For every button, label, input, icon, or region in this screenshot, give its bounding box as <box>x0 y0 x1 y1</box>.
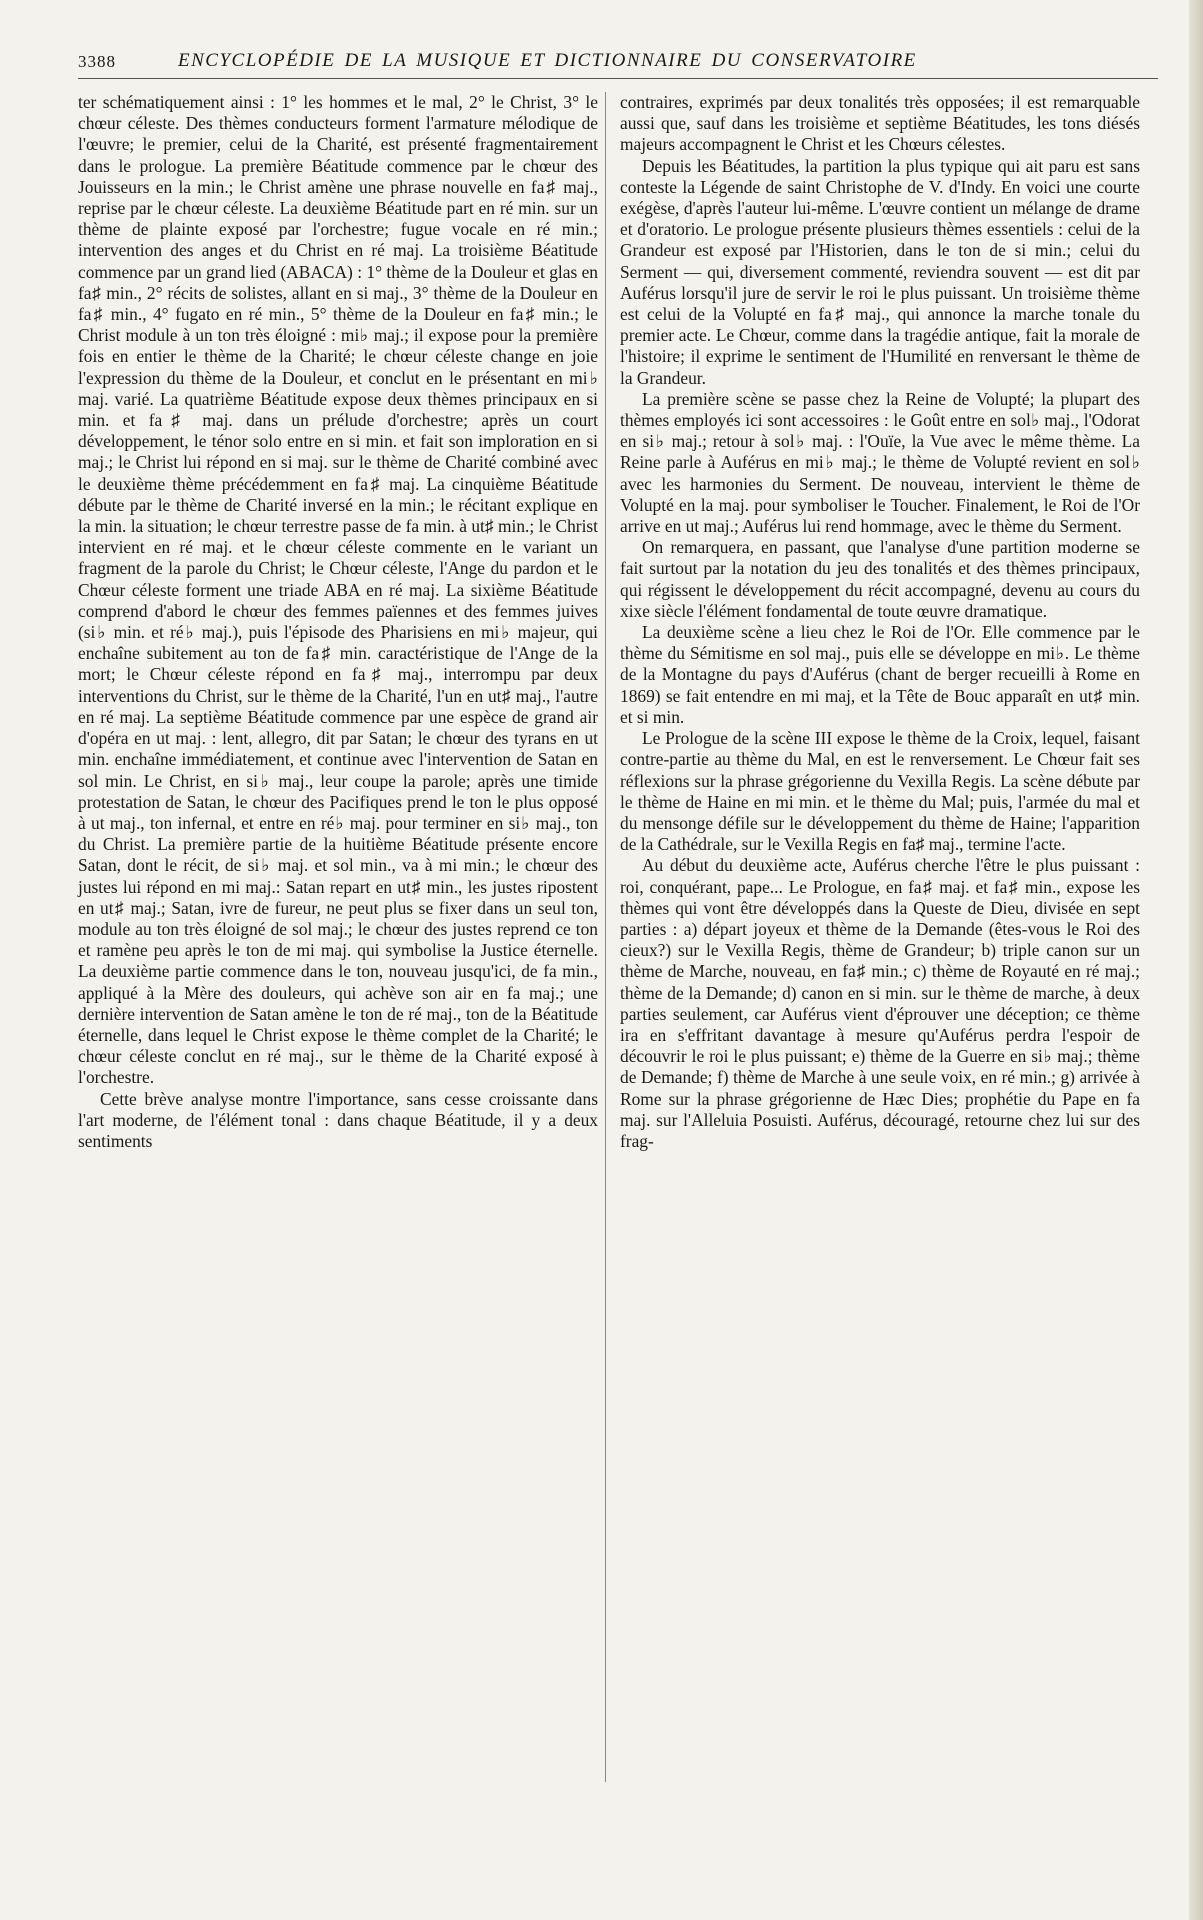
column-divider <box>605 92 606 1782</box>
paragraph: On remarquera, en passant, que l'analyse d'une partition moderne se fait surtout par la notation du jeu des tonalités et des thèmes principaux, qui régissent le développement du récit accompagné, devenu au cours du xixe siècle l'élément fondamental de toute œuvre dramatique. <box>620 537 1140 621</box>
scan-edge <box>1189 0 1203 1920</box>
paragraph: ter schématiquement ainsi : 1° les hommes et le mal, 2° le Christ, 3° le chœur céleste. Des thèmes conducteurs forment l'armature mélodique de l'œuvre; le premier, celui de la Charité, est présenté fragmentairement dans le prologue. La première Béatitude commence par le chœur des Jouisseurs en la min.; le Christ amène une phrase nouvelle en fa♯ maj., reprise par le chœur céleste. La deuxième Béatitude part en ré min. sur un thème de plainte exposé par l'orchestre; fugue vocale en ré min.; intervention des anges et du Christ en ré maj. La troisième Béatitude commence par un grand lied (ABACA) : 1° thème de la Douleur et glas en fa♯ min., 2° récits de solistes, allant en si maj., 3° thème de la Douleur en fa♯ min., 4° fugato en ré min., 5° thème de la Douleur en fa♯ min.; le Christ module à un ton très éloigné : mi♭ maj.; il expose pour la première fois en entier le thème de la Charité; le chœur céleste change en joie l'expression du thème de la Douleur, et conclut en le présentant en mi♭ maj. varié. La quatrième Béatitude expose deux thèmes principaux en si min. et fa♯ maj. dans un prélude d'orchestre; après un court développement, le ténor solo entre en si min. et fait son imploration en si maj.; le Christ lui répond en si maj. sur le thème de Charité combiné avec le deuxième thème précédemment en fa♯ maj. La cinquième Béatitude débute par le thème de Charité inversé en la min.; le récitant explique en la min. la situation; le chœur terrestre passe de fa min. à ut♯ min.; le Christ intervient en ré maj. et le chœur céleste commente en le variant un fragment de la parole du Christ; le Chœur céleste, l'Ange du pardon et le Chœur céleste forment une triade ABA en ré maj. La sixième Béatitude comprend d'abord le chœur des femmes païennes et des femmes juives (si♭ min. et ré♭ maj.), puis l'épisode des Pharisiens en mi♭ majeur, qui enchaîne subitement au ton de fa♯ min. caractéristique de l'Ange de la mort; le Chœur céleste répond en fa♯ maj., interrompu par deux interventions du Christ, sur le thème de la Charité, l'un en ut♯ maj., l'autre en ré maj. La septième Béatitude commence par une espèce de grand air d'opéra en ut maj. : lent, allegro, dit par Satan; le chœur des tyrans en ut min. enchaîne immédiatement, et continue avec l'intervention de Satan en sol min. Le Christ, en si♭ maj., leur coupe la parole; après une timide protestation de Satan, le chœur des Pacifiques prend le ton le plus opposé à ut maj., ton infernal, et entre en ré♭ maj. pour terminer en si♭ maj., ton du Christ. La première partie de la huitième Béatitude présente encore Satan, dont le récit, de si♭ maj. et sol min., va à mi min.; le chœur des justes lui répond en mi maj.: Satan repart en ut♯ min., les justes ripostent en ut♯ maj.; Satan, ivre de fureur, ne peut plus se fixer dans un seul ton, module au ton très éloigné de sol maj.; le chœur des justes reprend ce ton et ramène peu après le ton de mi maj. qui symbolise la Justice éternelle. La deuxième partie commence dans le ton, nouveau jusqu'ici, de fa min., appliqué à la Mère des douleurs, qui achève son air en fa maj.; une dernière intervention de Satan amène le ton de ré maj., ton de la Béatitude éternelle, dans lequel le Christ expose le thème complet de la Charité; le chœur céleste conclut en ré maj., sur le thème de la Charité exposé à l'orchestre. <box>78 92 598 1088</box>
paragraph: Depuis les Béatitudes, la partition la plus typique qui ait paru est sans conteste la Légende de saint Christophe de V. d'Indy. En voici une courte exégèse, d'après l'auteur lui-même. L'œuvre contient un mélange de drame et d'oratorio. Le prologue présente plusieurs thèmes essentiels : celui de la Grandeur est exposé par l'Historien, dans le ton de si min.; celui du Serment — qui, diversement commenté, reviendra souvent — est dit par Auférus lorsqu'il jure de servir le roi le plus puissant. Un troisième thème est celui de la Volupté en fa♯ maj., qui annonce la marche tonale du premier acte. Le Chœur, comme dans la tragédie antique, fait la morale de l'histoire; il exprime le sentiment de l'Humilité en renversant le thème de la Grandeur. <box>620 155 1140 388</box>
page-header <box>78 50 1158 76</box>
header-rule <box>78 78 1158 79</box>
paragraph: La deuxième scène a lieu chez le Roi de l'Or. Elle commence par le thème du Sémitisme en sol maj., puis elle se développe en mi♭. Le thème de la Montagne du pays d'Auférus (chant de berger recueilli à Rome en 1869) se fait entendre en mi maj, et la Tête de Bouc apparaît en ut♯ min. et si min. <box>620 622 1140 727</box>
paragraph: contraires, exprimés par deux tonalités très opposées; il est remarquable aussi que, sauf dans les troisième et septième Béatitudes, les tons diésés majeurs accompagnent le Christ et les Chœurs célestes. <box>620 92 1140 155</box>
paragraph: Cette brève analyse montre l'importance, sans cesse croissante dans l'art moderne, de l'élément tonal : dans chaque Béatitude, il y a deux sentiments <box>78 1088 598 1151</box>
paragraph: La première scène se passe chez la Reine de Volupté; la plupart des thèmes employés ici sont accessoires : le Goût entre en sol♭ maj., l'Odorat en si♭ maj.; retour à sol♭ maj. : l'Ouïe, la Vue avec le même thème. La Reine parle à Auférus en mi♭ maj.; le thème de Volupté revient en sol♭ avec les harmonies du Serment. De nouveau, intervient le thème de Volupté en la maj. pour symboliser le Toucher. Finalement, le Roi de l'Or arrive en ut maj.; Auférus lui rend hommage, avec le thème du Serment. <box>620 388 1140 537</box>
paragraph: Au début du deuxième acte, Auférus cherche l'être le plus puissant : roi, conquérant, pape... Le Prologue, en fa♯ maj. et fa♯ min., expose les thèmes qui vont être développés dans la Queste de Dieu, divisée en sept parties : a) départ joyeux et thème de la Demande (êtes-vous le Roi des cieux?) sur le Vexilla Regis, thème de Grandeur; b) triple canon sur un thème de Marche, nouveau, en fa♯ min.; c) thème de Royauté en ré maj.; thème de la Demande; d) canon en si min. sur le thème de marche, à deux parties seulement, car Auférus vient d'éprouver une déception; ce thème ira en s'effritant davantage à mesure qu'Auférus perdra l'espoir de découvrir le roi le plus puissant; e) thème de la Guerre en si♭ maj.; thème de Demande; f) thème de Marche à une seule voix, en ré min.; g) arrivée à Rome sur la phrase grégorienne de Hæc Dies; prophétie du Pape en fa maj. sur l'Alleluia Posuisti. Auférus, découragé, retourne chez lui sur des frag- <box>620 855 1140 1151</box>
right-column <box>620 92 1140 1152</box>
running-title: ENCYCLOPÉDIE DE LA MUSIQUE ET DICTIONNAIRE DU CONSERVATOIRE <box>178 50 917 71</box>
paragraph: Le Prologue de la scène III expose le thème de la Croix, lequel, faisant contre-partie au thème du Mal, en est le renversement. Le Chœur fait ses réflexions sur la phrase grégorienne du Vexilla Regis. La scène débute par le thème de Haine en mi min. et le thème du Mal; puis, l'armée du mal et du mensonge défile sur le développement du thème de Haine; l'apparition de la Cathédrale, sur le Vexilla Regis en fa♯ maj., termine l'acte. <box>620 728 1140 855</box>
page-number: 3388 <box>78 52 116 71</box>
left-column <box>78 92 598 1152</box>
